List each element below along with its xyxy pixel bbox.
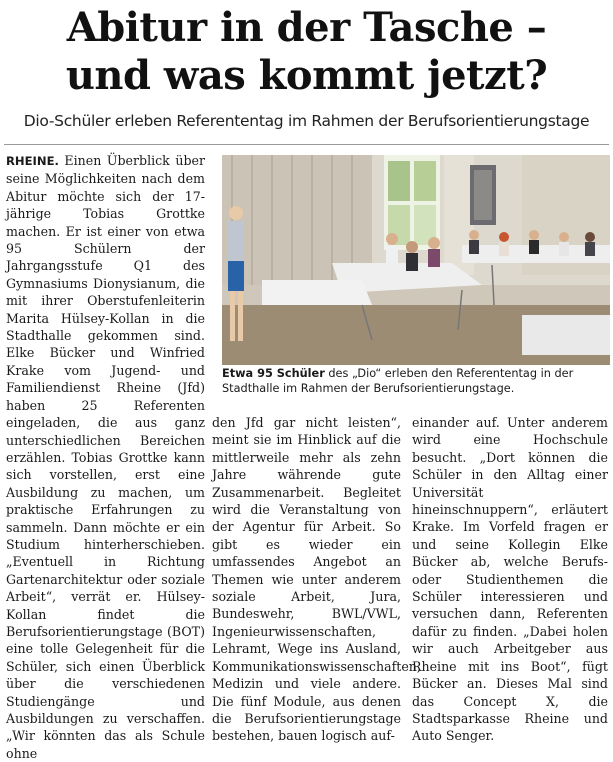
headline-line-1: Abitur in der Tasche – bbox=[66, 4, 547, 51]
article-column-1 bbox=[6, 152, 205, 762]
article-column-3: einander auf. Unter anderem wird eine Hochschule besucht. „Dort können die Schüler in den Alltag einer Universität hineinschnuppern“, erläutert Krake. Im Vorfeld fragen er und seine Kollegin Elke Bücker ab, welche Berufs- oder Studienthemen die Schüler interessieren und versuchen dann, Referenten dafür zu finden. „Dabei holen wir auch Arbeitgeber aus Rheine mit ins Boot“, fügt Bücker an. Dieses Mal sind das Concept X, die Stadtsparkasse Rheine und Auto Senger. bbox=[412, 415, 608, 744]
caption-lead: Etwa 95 Schüler bbox=[222, 367, 325, 380]
headline bbox=[0, 4, 613, 100]
headline-line-2: und was kommt jetzt? bbox=[65, 52, 548, 99]
article-text-col1: Einen Überblick über seine Möglichkeiten nach dem Abitur möchte sich der 17-jährige Tobias Grottke machen. Er ist einer von etwa 95 Schülern der Jahrgangsstufe Q1 des Gymnasiums Dionysianum, die mit ihrer Oberstufenleiterin Marita Hülsey-Kollan in die Stadthalle gekommen sind. Elke Bücker und Winfried Krake vom Jugend- und Familiendienst Rheine (Jfd) haben 25 Referenten eingeladen, die aus ganz unterschiedlichen Bereichen erzählen. Tobias Grottke kann sich vorstellen, erst eine Ausbildung zu machen, um praktische Erfahrungen zu sammeln. Dann möchte er ein Studium hinterherschieben. „Eventuell in Richtung Gartenarchitektur oder soziale Arbeit“, verrät er. Hülsey-Kollan findet die Berufsorientierungstage (BOT) eine tolle Gelegenheit für die Schüler, sich einen Überblick über die verschiedenen Studiengänge und Ausbildungen zu verschaffen. „Wir könnten das als Schule ohne bbox=[6, 153, 205, 761]
caption-text: des „Dio“ erleben den Referententag in der Stadthalle im Rahmen der Berufsorientierungstage. bbox=[222, 367, 574, 395]
article-column-2: den Jfd gar nicht leisten“, meint sie im Hinblick auf die mittlerweile mehr als zehn Jahre währende gute Zusammenarbeit. Begleitet wird die Veranstaltung von der Agentur für Arbeit. So gibt es wieder ein umfassendes Angebot an Themen wie unter anderem soziale Arbeit, Jura, Bundeswehr, BWL/VWL, Ingenieurwissenschaften, Lehramt, Wege ins Ausland, Kommunikationswissenschaften, Medizin und viele andere. Die fünf Module, aus denen die Berufsorientierungstage bestehen, bauen logisch auf- bbox=[212, 415, 421, 744]
article-photo bbox=[222, 155, 610, 365]
photo-illustration bbox=[222, 155, 610, 365]
photo-caption bbox=[222, 366, 610, 396]
subheadline: Dio-Schüler erleben Referententag im Rahmen der Berufsorientierungstage bbox=[23, 112, 590, 130]
dateline: RHEINE. bbox=[6, 154, 59, 168]
divider bbox=[4, 144, 609, 145]
